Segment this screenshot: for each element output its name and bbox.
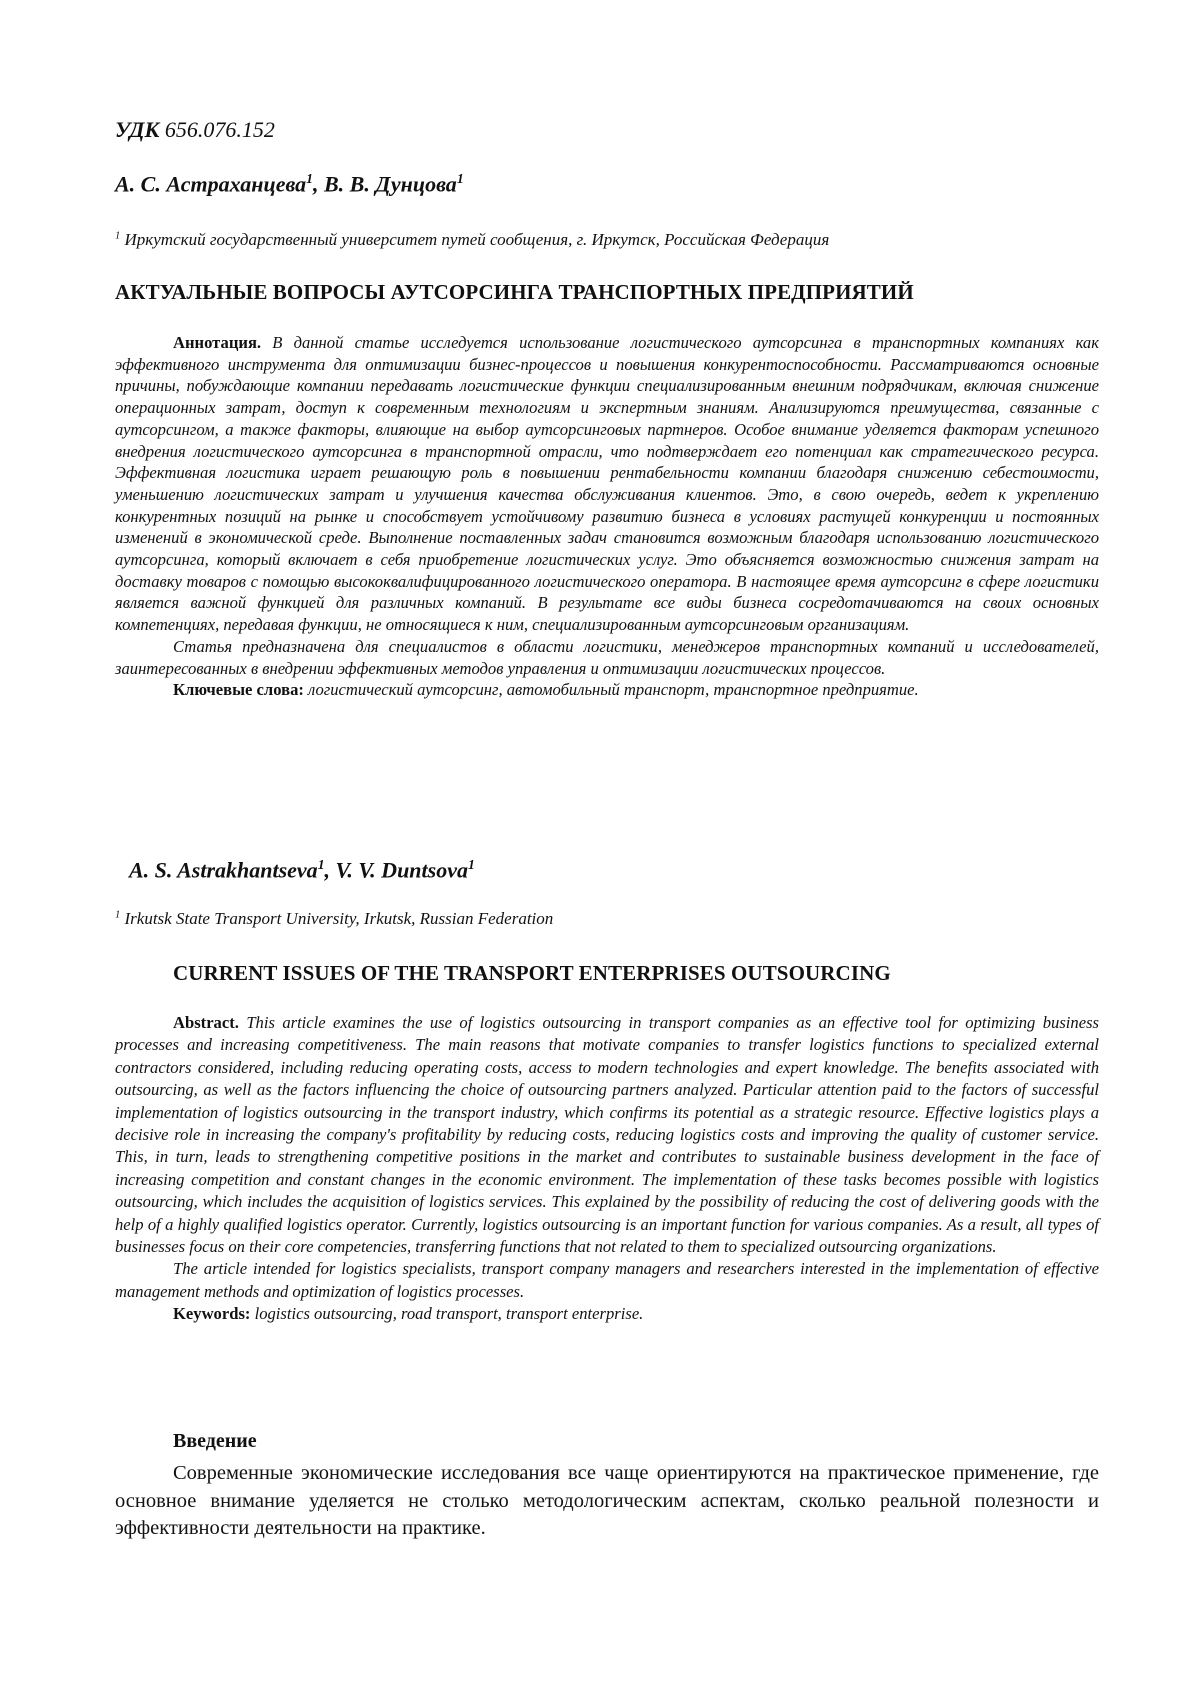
- affiliation-en: [115, 909, 1099, 929]
- authors-ru: [115, 171, 1099, 197]
- affiliation-ru-text: Иркутский государственный университет путей сообщения, г. Иркутск, Российская Федерация: [120, 230, 830, 249]
- author-1-ru-affil-mark: 1: [306, 171, 313, 186]
- author-2-en-affil-mark: 1: [467, 857, 475, 872]
- keywords-ru: [115, 679, 1099, 701]
- article-title-ru: АКТУАЛЬНЫЕ ВОПРОСЫ АУТСОРСИНГА ТРАНСПОРТНЫХ ПРЕДПРИЯТИЙ: [115, 280, 914, 304]
- author-2-ru-affil-mark: 1: [456, 171, 464, 186]
- abstract-ru-paragraph-2: [115, 636, 1099, 679]
- abstract-ru-text-2: Статья предназначена для специалистов в области логистики, менеджеров транспортных компаний и исследователей, заинтересованных в внедрении эффективных методов управления и оптимизации логистических процессов.: [115, 636, 1099, 678]
- author-2-en: V. V. Duntsova: [335, 857, 468, 883]
- affiliation-ru-mark: 1: [115, 230, 121, 242]
- author-1-ru: А. С. Астраханцева: [115, 171, 307, 197]
- affiliation-en-text: Irkutsk State Transport University, Irkutsk, Russian Federation: [120, 909, 554, 928]
- abstract-en-text-2: The article intended for logistics specialists, transport company managers and researchers interested in the implementation of effective management methods and optimization of logistics processes.: [115, 1259, 1099, 1301]
- author-1-en: A. S. Astrakhantseva: [129, 857, 318, 883]
- abstract-ru-label: Аннотация.: [173, 333, 262, 352]
- abstract-en-text: This article examines the use of logistics outsourcing in transport companies as an effective tool for optimizing business processes and increasing competitiveness. The main reasons that motivate companies to transfer logistics functions to specialized external contractors considered, including reducing operating costs, access to modern technologies and expert knowledge. The benefits associated with outsourcing, as well as the factors influencing the choice of outsourcing partners analyzed. Particular attention paid to the factors of successful implementation of logistics outsourcing in the transport industry, which confirms its potential as a strategic resource. Effective logistics plays a decisive role in increasing the company's profitability by reducing costs, reducing logistics costs and improving the quality of customer service. This, in turn, leads to strengthening competitive positions in the market and contributes to sustainable business development in the face of increasing competition and constant changes in the economic environment. The implementation of these tasks becomes possible with logistics outsourcing, which includes the acquisition of logistics services. This explained by the possibility of reducing the cost of delivering goods with the help of a highly qualified logistics operator. Currently, logistics outsourcing is an important function for various companies. As a result, all types of businesses focus on their core competencies, transferring functions that not related to them to specialized outsourcing organizations.: [115, 1013, 1099, 1257]
- keywords-ru-label: Ключевые слова:: [173, 680, 304, 700]
- author-1-en-affil-mark: 1: [317, 857, 325, 872]
- authors-en-separator: ,: [324, 857, 336, 883]
- article-title-en: CURRENT ISSUES OF THE TRANSPORT ENTERPRISES OUTSOURCING: [173, 961, 891, 985]
- keywords-en-text: logistics outsourcing, road transport, transport enterprise.: [250, 1304, 644, 1324]
- abstract-en: [115, 1012, 1099, 1326]
- abstract-ru-text: В данной статье исследуется использование логистического аутсорсинга в транспортных компаниях как эффективного инструмента для оптимизации бизнес-процессов и повышения конкурентоспособности. Рассматриваются основные причины, побуждающие компании передавать логистические функции специализированным внешним подрядчикам, включая снижение операционных затрат, доступ к современным технологиям и экспертным знаниям. Анализируются преимущества, связанные с аутсорсингом, а также факторы, влияющие на выбор аутсорсинговых партнеров. Особое внимание уделяется факторам успешного внедрения логистического аутсорсинга в транспортной отрасли, что подтверждает его потенциал как стратегического ресурса. Эффективная логистика играет решающую роль в повышении рентабельности компании благодаря снижению себестоимости, уменьшению логистических затрат и улучшения качества обслуживания клиентов. Это, в свою очередь, ведет к укреплению конкурентных позиций на рынке и способствует устойчивому развитию бизнеса в условиях растущей конкуренции и постоянных изменений в экономической среде. Выполнение поставленных задач становится возможным благодаря использованию логистического аутсорсинга, который включает в себя приобретение логистических услуг. Это объясняется возможностью снижения затрат на доставку товаров с помощью высококвалифицированного логистического оператора. В настоящее время аутсорсинг в сфере логистики является важной функцией для различных компаний. В результате все виды бизнеса сосредотачиваются на своих основных компетенциях, передавая функции, не относящиеся к ним, специализированным аутсорсинговым организациям.: [115, 333, 1099, 635]
- affiliation-ru: [115, 230, 1099, 250]
- introduction-heading: Введение: [173, 1430, 257, 1452]
- abstract-en-paragraph: [115, 1012, 1099, 1258]
- abstract-en-paragraph-2: [115, 1258, 1099, 1303]
- keywords-en-label: Keywords:: [173, 1304, 251, 1324]
- author-2-ru: В. В. Дунцова: [323, 171, 457, 197]
- abstract-ru-paragraph: [115, 332, 1099, 636]
- udk-value: 656.076.152: [159, 117, 275, 142]
- authors-ru-separator: ,: [312, 171, 324, 197]
- abstract-ru: [115, 332, 1099, 701]
- affiliation-en-mark: 1: [115, 909, 121, 921]
- introduction-paragraph: Современные экономические исследования все чаще ориентируются на практическое применение, где основное внимание уделяется не столько методологическим аспектам, сколько реальной полезности и эффективности деятельности на практике.: [115, 1462, 1099, 1540]
- authors-en: [129, 857, 1113, 883]
- udk-line: [115, 117, 1099, 143]
- keywords-en: [115, 1303, 1099, 1325]
- abstract-en-label: Abstract.: [173, 1013, 239, 1032]
- keywords-ru-text: логистический аутсорсинг, автомобильный транспорт, транспортное предприятие.: [303, 680, 919, 700]
- udk-label: УДК: [115, 117, 160, 142]
